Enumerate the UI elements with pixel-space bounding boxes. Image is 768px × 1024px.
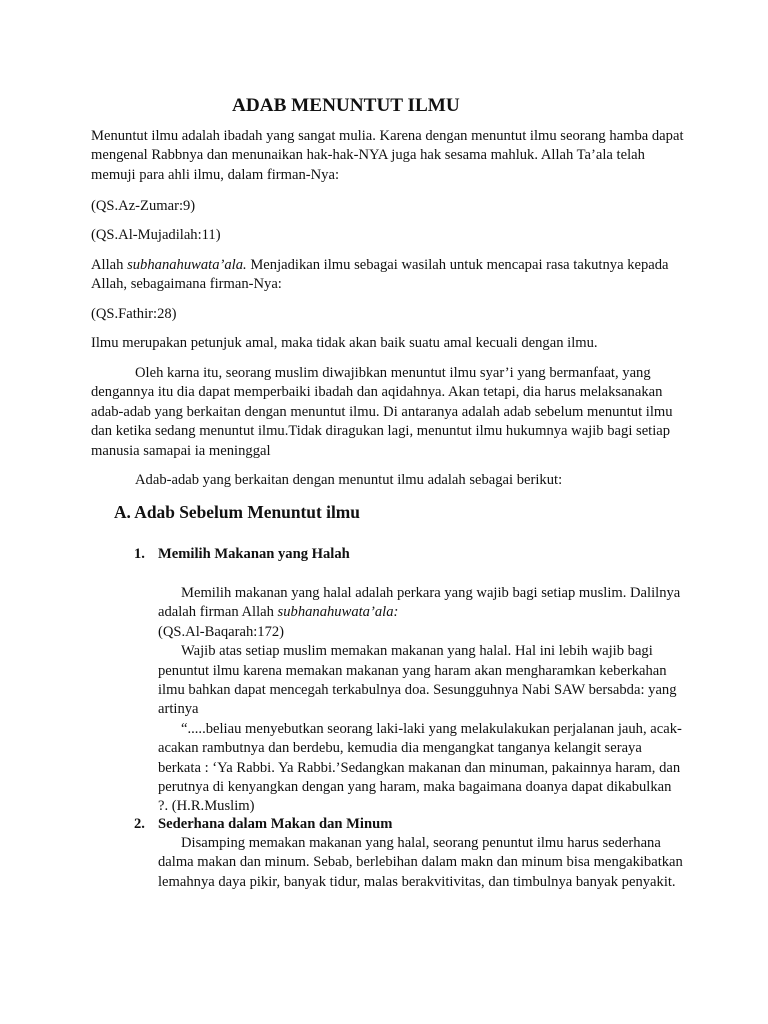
oleh-karna-paragraph: Oleh karna itu, seorang muslim diwajibkan menuntut ilmu syar’i yang bermanfaat, yang dengannya itu dia dapat memperbaiki ibadah dan aqidahnya. Akan tetapi, dia harus melaksanakan adab-adab yang berkaitan dengan menuntut ilmu. Di antaranya adalah adab sebelum menuntut ilmu dan ketika sedang menuntut ilmu.Tidak diragukan lagi, menuntut ilmu hukumnya wajib bagi setiap manusia samapai ia meninggal <box>91 365 673 459</box>
item-1-heading <box>134 545 350 564</box>
item-2-number: 2. <box>134 816 145 832</box>
allah-paragraph-start: Allah <box>91 257 128 273</box>
allah-paragraph-end: Menjadikan ilmu sebagai wasilah untuk mencapai rasa takutnya kepada Allah, sebagaimana firman-Nya: <box>91 257 669 293</box>
item-1-para-1-italic: subhanahuwata’ala: <box>277 604 399 621</box>
item-2-body <box>158 834 683 892</box>
reference-az-zumar: (QS.Az-Zumar:9) <box>91 198 196 214</box>
reference-fathir: (QS.Fathir:28) <box>91 306 177 322</box>
document-title: ADAB MENUNTUT ILMU <box>232 95 460 116</box>
section-a-heading: A. Adab Sebelum Menuntut ilmu <box>114 502 360 522</box>
intro-paragraph: Menuntut ilmu adalah ibadah yang sangat mulia. Karena dengan menuntut ilmu seorang hamba dapat mengenal Rabbnya dan menunaikan hak-hak-NYA juga hak sesama mahluk. Allah Ta’ala telah memuji para ahli ilmu, dalam firman-Nya: <box>91 128 684 183</box>
item-2-heading <box>134 815 392 834</box>
item-2-title: Sederhana dalam Makan dan Minum <box>158 816 393 832</box>
allah-paragraph <box>91 256 691 295</box>
item-1-para-1 <box>158 584 683 623</box>
item-1-title: Memilih Makanan yang Halah <box>158 546 350 562</box>
ilmu-paragraph: Ilmu merupakan petunjuk amal, maka tidak akan baik suatu amal kecuali dengan ilmu. <box>91 335 598 351</box>
reference-al-baqarah: (QS.Al-Baqarah:172) <box>158 623 285 640</box>
item-1-number: 1. <box>134 546 145 562</box>
item-1-hadith-quote: “.....beliau menyebutkan seorang laki-laki yang melakulakukan perjalanan jauh, acak-acakan rambutnya dan berdebu, kemudia dia mengangkat tanganya kelangit seraya berkata : ‘Ya Rabbi. Ya Rabbi.’Sedangkan makanan dan minuman, pakainnya haram, dan perutnya di kenyangkan dengan yang haram, maka bagaimana doanya dapat dikabulkan ?. (H.R.Muslim) <box>158 720 682 815</box>
adab-list-intro: Adab-adab yang berkaitan dengan menuntut ilmu adalah sebagai berikut: <box>135 472 563 488</box>
reference-al-mujadilah: (QS.Al-Mujadilah:11) <box>91 227 221 243</box>
item-2-para-1: Disamping memakan makanan yang halal, seorang penuntut ilmu harus sederhana dalma makan dan minum. Sebab, berlebihan dalam makn dan minum bisa mengakibatkan lemahnya daya pikir, banyak tidur, malas berakvitivitas, dan timbulnya banyak penyakit. <box>158 835 683 890</box>
allah-paragraph-italic: subhanahuwata’ala. <box>127 257 247 273</box>
item-1-body <box>158 584 683 817</box>
item-1-para-2: Wajib atas setiap muslim memakan makanan yang halal. Hal ini lebih wajib bagi penuntut ilmu karena memakan makanan yang haram akan mengharamkan keberkahan ilmu bahkan dapat mencegah terkabulnya doa. Sesungguhnya Nabi SAW bersabda: yang artinya <box>158 643 677 718</box>
item-1-para-1-start: Memilih makanan yang halal adalah perkara yang wajib bagi setiap muslim. Dalilnya adalah firman Allah <box>158 585 681 621</box>
